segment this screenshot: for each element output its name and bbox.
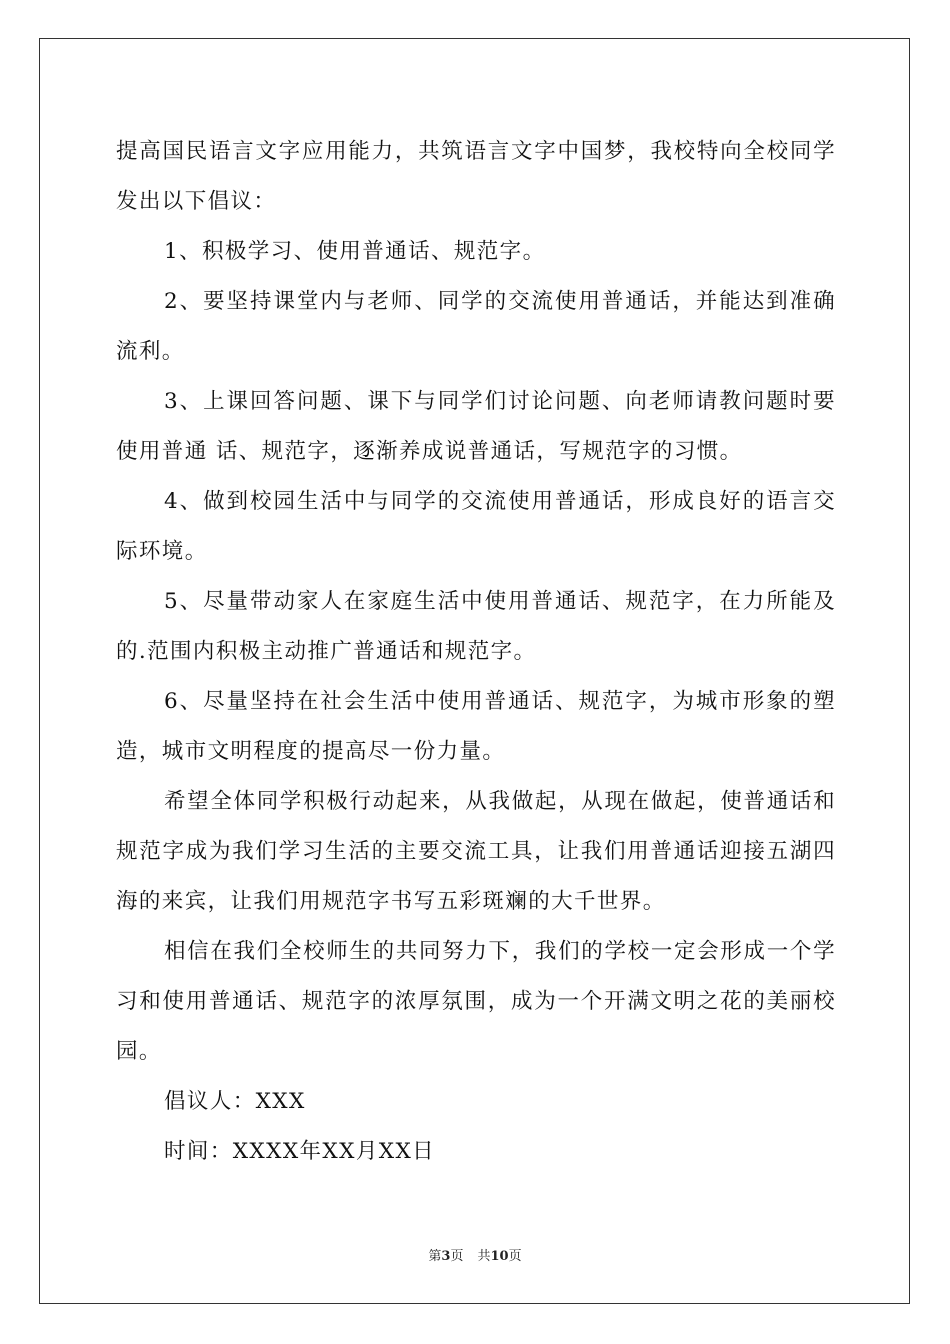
paragraph: 3、上课回答问题、课下与同学们讨论问题、向老师请教问题时要使用普通 话、规范字，逐渐养成说普通话，写规范字的习惯。 [116,389,836,464]
paragraph: 4、做到校园生活中与同学的交流使用普通话，形成良好的语言交际环境。 [116,489,836,564]
page-label-suffix: 页 [450,1249,464,1264]
paragraph: 5、尽量带动家人在家庭生活中使用普通话、规范字，在力所能及的.范围内积极主动推广普通话和规范字。 [116,589,836,664]
paragraph: 相信在我们全校师生的共同努力下，我们的学校一定会形成一个学习和使用普通话、规范字的浓厚氛围，成为一个开满文明之花的美丽校园。 [116,939,836,1064]
page-label-prefix: 第 [428,1249,442,1264]
page-number: 3 [441,1249,451,1264]
page-footer [0,1247,950,1267]
paragraph: 1、积极学习、使用普通话、规范字。 [164,239,546,264]
date-line: 时间：XXXX年XX月XX日 [164,1139,436,1164]
document-body [116,127,836,1177]
paragraph: 6、尽量坚持在社会生活中使用普通话、规范字，为城市形象的塑造，城市文明程度的提高尽一份力量。 [116,689,836,764]
total-label-suffix: 页 [508,1249,522,1264]
signature-line: 倡议人：XXX [164,1089,306,1114]
total-label-prefix: 共 [477,1249,491,1264]
paragraph: 希望全体同学积极行动起来，从我做起，从现在做起，使普通话和规范字成为我们学习生活的主要交流工具，让我们用普通话迎接五湖四海的来宾，让我们用规范字书写五彩斑斓的大千世界。 [116,789,836,914]
paragraph: 2、要坚持课堂内与老师、同学的交流使用普通话，并能达到准确流利。 [116,289,836,364]
total-pages: 10 [490,1249,509,1264]
paragraph: 提高国民语言文字应用能力，共筑语言文字中国梦，我校特向全校同学发出以下倡议： [116,139,836,214]
